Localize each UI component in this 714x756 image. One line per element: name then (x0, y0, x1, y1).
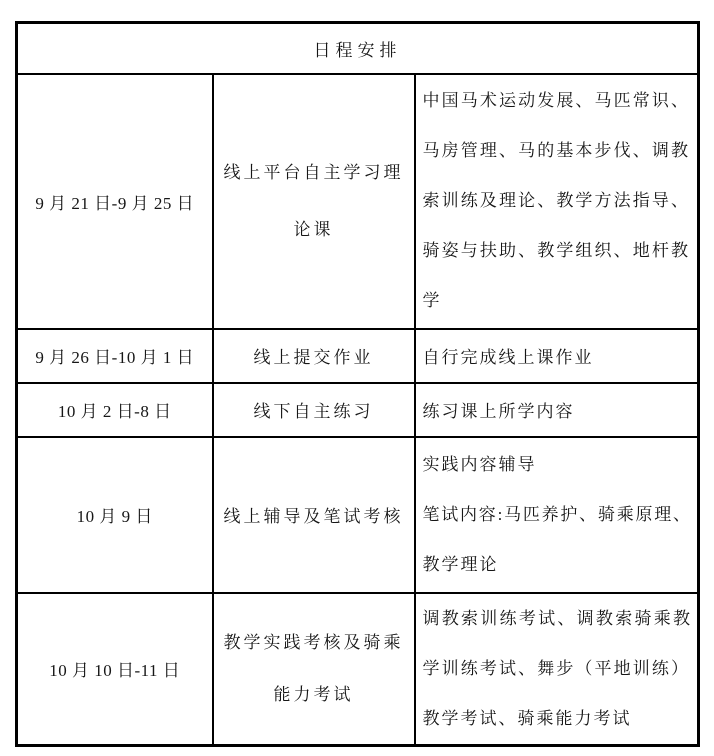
date-cell: 9 月 21 日-9 月 25 日 (17, 74, 213, 329)
activity-line: 论课 (293, 220, 334, 239)
date-cell: 10 月 2 日-8 日 (17, 383, 213, 437)
date-cell: 10 月 9 日 (17, 437, 213, 593)
table-row (17, 437, 699, 593)
table-title: 日程安排 (17, 23, 699, 74)
content-line: 学 (422, 291, 442, 310)
activity-cell (213, 593, 415, 746)
schedule-table (15, 21, 700, 747)
content-cell (415, 593, 699, 746)
content-line: 索训练及理论、教学方法指导、 (422, 191, 691, 210)
date-cell: 10 月 10 日-11 日 (17, 593, 213, 746)
activity-cell: 线上辅导及笔试考核 (213, 437, 415, 593)
activity-line: 能力考试 (273, 684, 354, 704)
content-cell: 自行完成线上课作业 (415, 329, 699, 383)
activity-line: 教学实践考核及骑乘 (223, 632, 404, 652)
table-row (17, 74, 699, 329)
table-row (17, 593, 699, 746)
table-row (17, 329, 699, 383)
activity-line: 线上平台自主学习理 (223, 163, 404, 182)
content-cell (415, 74, 699, 329)
activity-cell (213, 74, 415, 329)
activity-cell: 线上提交作业 (213, 329, 415, 383)
content-line: 教学理论 (422, 554, 499, 574)
table-row (17, 383, 699, 437)
content-line: 教学考试、骑乘能力考试 (422, 708, 632, 728)
content-cell: 练习课上所学内容 (415, 383, 699, 437)
date-cell: 9 月 26 日-10 月 1 日 (17, 329, 213, 383)
content-line: 调教索训练考试、调教索骑乘教 (422, 608, 691, 628)
content-line: 骑姿与扶助、教学组织、地杆教 (422, 241, 691, 260)
activity-cell: 线下自主练习 (213, 383, 415, 437)
content-line: 学训练考试、舞步（平地训练） (422, 658, 691, 678)
table-header-row (17, 23, 699, 74)
content-line: 马房管理、马的基本步伐、调教 (422, 141, 691, 160)
content-line: 实践内容辅导 (422, 454, 537, 474)
content-line: 笔试内容:马匹养护、骑乘原理、 (422, 504, 691, 524)
content-cell (415, 437, 699, 593)
content-line: 中国马术运动发展、马匹常识、 (422, 91, 691, 110)
